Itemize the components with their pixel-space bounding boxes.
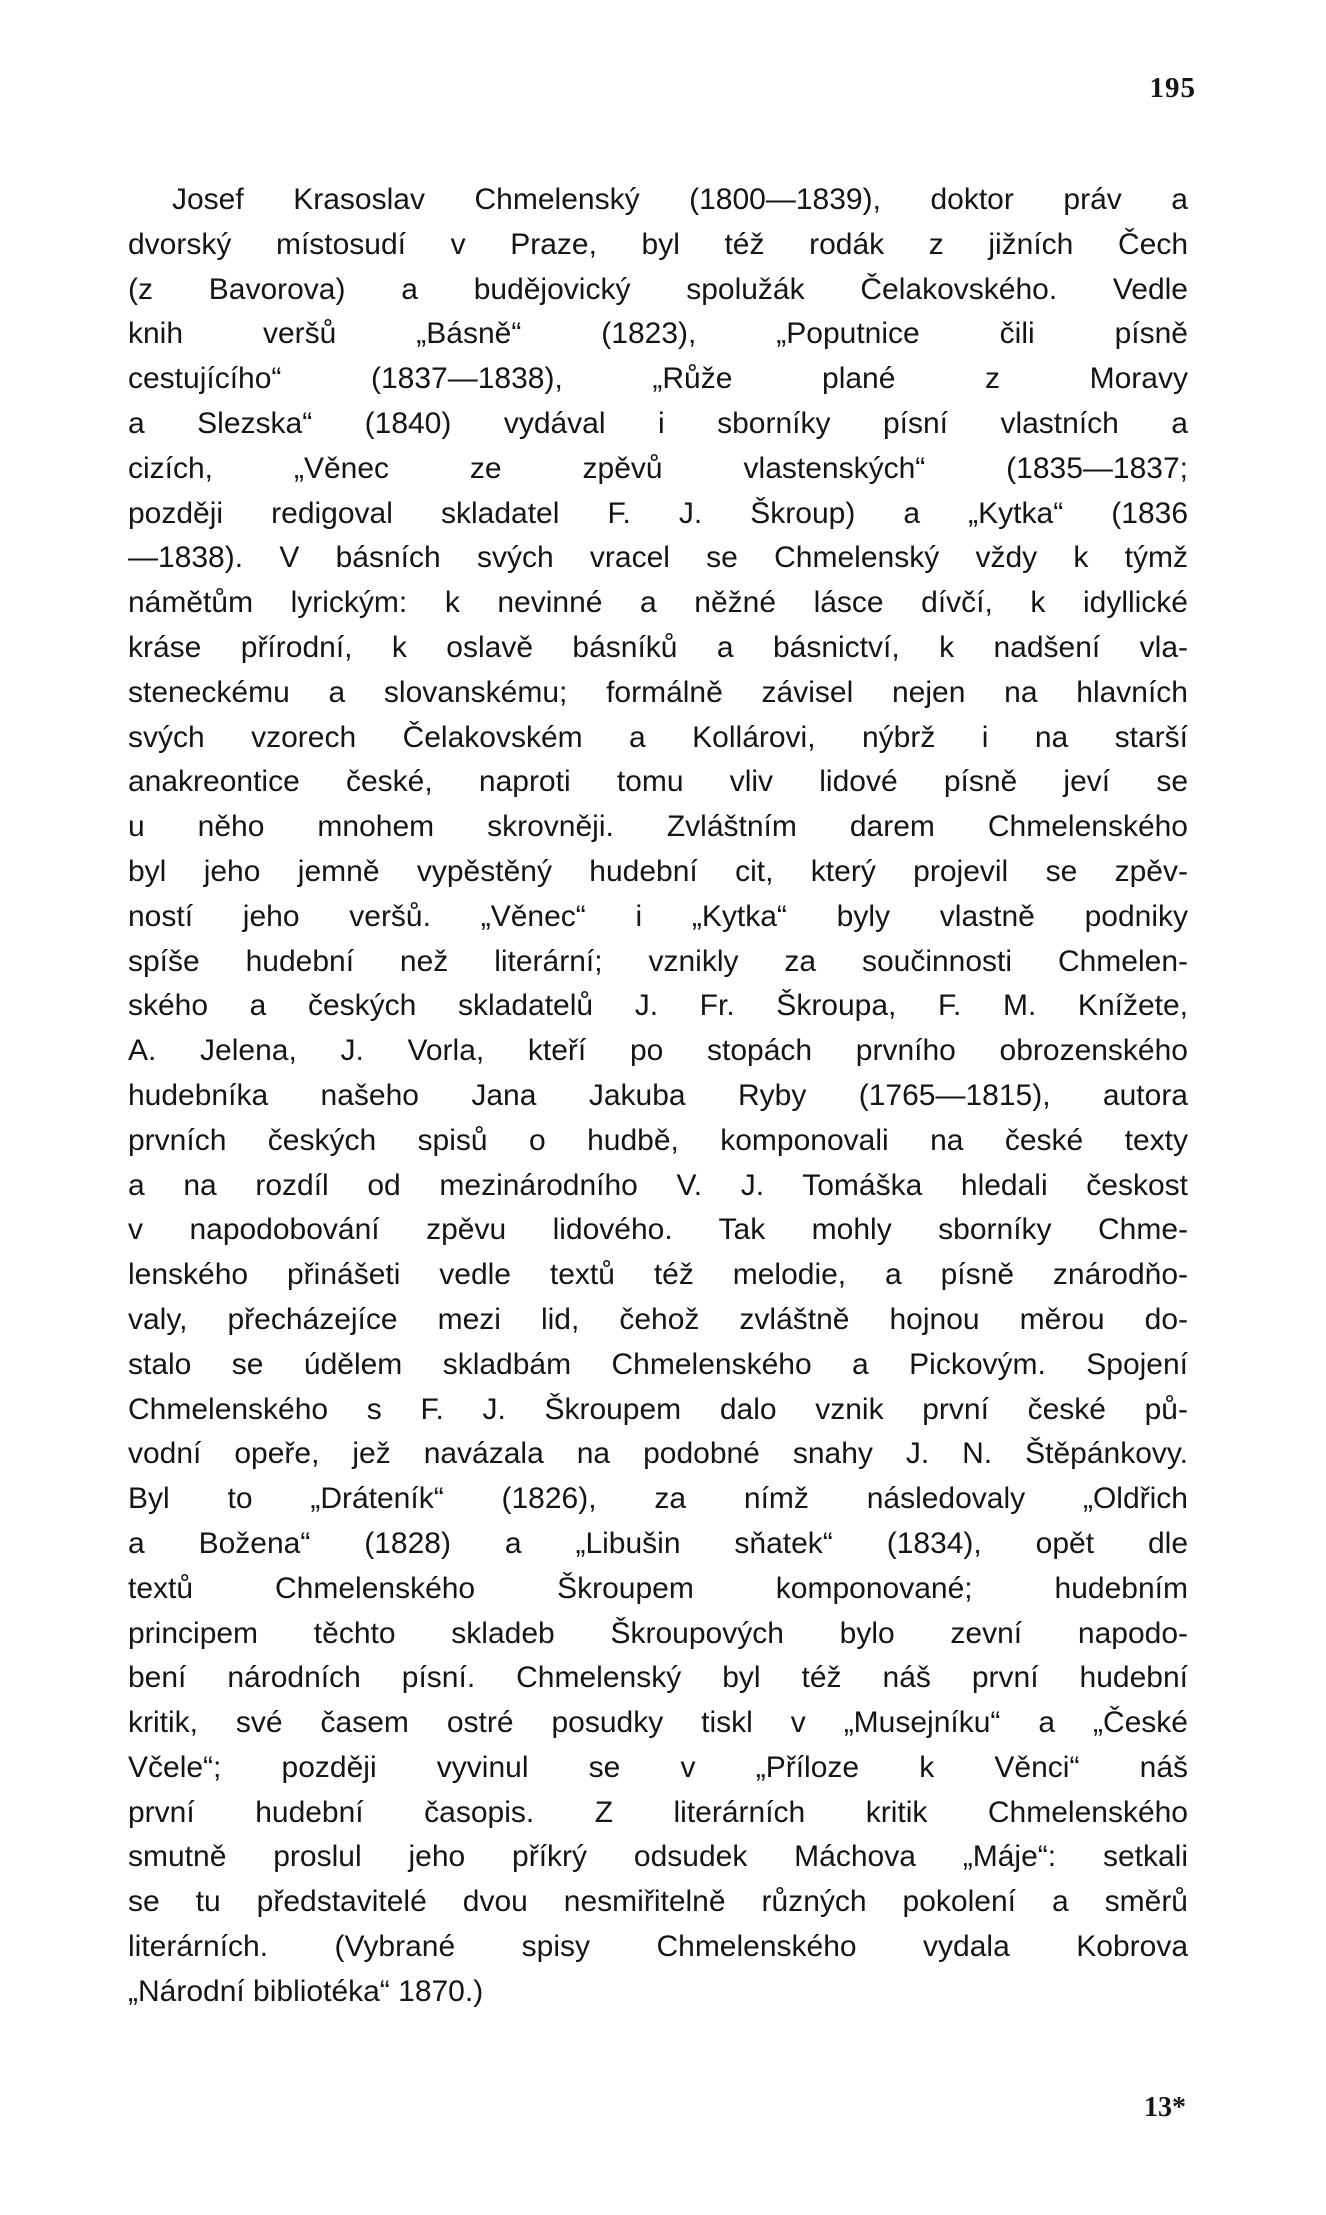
text-line: Včele“; později vyvinul se v „Příloze k Věnci“ náš <box>128 1750 1188 1784</box>
text-line: se tu představitelé dvou nesmiřitelně různých pokolení a směrů <box>128 1885 1188 1919</box>
body-paragraph <box>128 178 1188 2015</box>
text-line: valy, přecházejíce mezi lid, čehož zvláštně hojnou měrou do- <box>128 1302 1188 1336</box>
text-line: a Slezska“ (1840) vydával i sborníky písní vlastních a <box>128 406 1188 440</box>
text-line: kritik, své časem ostré posudky tiskl v „Musejníku“ a „České <box>128 1706 1188 1740</box>
page-number: 195 <box>1149 72 1196 104</box>
text-line: ností jeho veršů. „Věnec“ i „Kytka“ byly vlastně podniky <box>128 899 1188 933</box>
text-line: lenského přinášeti vedle textů též melodie, a písně znárodňo- <box>128 1258 1188 1292</box>
text-line: steneckému a slovanskému; formálně závisel nejen na hlavních <box>128 675 1188 709</box>
text-line: anakreontice české, naproti tomu vliv lidové písně jeví se <box>128 765 1188 799</box>
text-line: později redigoval skladatel F. J. Škroup) a „Kytka“ (1836 <box>128 496 1188 530</box>
text-line: knih veršů „Básně“ (1823), „Poputnice čili písně <box>128 317 1188 351</box>
text-line: cestujícího“ (1837—1838), „Růže plané z Moravy <box>128 362 1188 396</box>
text-line: svých vzorech Čelakovském a Kollárovi, nýbrž i na starší <box>128 720 1188 754</box>
text-line: u něho mnohem skrovněji. Zvláštním darem Chmelenského <box>128 810 1188 844</box>
text-line: —1838). V básních svých vracel se Chmelenský vždy k týmž <box>128 541 1188 575</box>
text-line: stalo se údělem skladbám Chmelenského a Pickovým. Spojení <box>128 1347 1188 1381</box>
text-line: spíše hudební než literární; vznikly za součinnosti Chmelen- <box>128 944 1188 978</box>
text-line: (z Bavorova) a budějovický spolužák Čelakovského. Vedle <box>128 272 1188 306</box>
text-line: literárních. (Vybrané spisy Chmelenského vydala Kobrova <box>128 1930 1188 1964</box>
text-line: byl jeho jemně vypěstěný hudební cit, který projevil se zpěv- <box>128 854 1188 888</box>
signature-mark: 13* <box>1144 2092 1186 2123</box>
text-line: hudebníka našeho Jana Jakuba Ryby (1765—1815), autora <box>128 1078 1188 1112</box>
text-line: Josef Krasoslav Chmelenský (1800—1839), doktor práv a <box>172 183 1188 216</box>
text-line: v napodobování zpěvu lidového. Tak mohly sborníky Chme- <box>128 1213 1188 1247</box>
text-line: kráse přírodní, k oslavě básníků a básnictví, k nadšení vla- <box>128 630 1188 664</box>
text-line: cizích, „Věnec ze zpěvů vlastenských“ (1835—1837; <box>128 451 1188 485</box>
text-line: A. Jelena, J. Vorla, kteří po stopách prvního obrozenského <box>128 1034 1188 1068</box>
text-line: „Národní bibliotéka“ 1870.) <box>128 1974 484 2008</box>
text-line: dvorský místosudí v Praze, byl též rodák z jižních Čech <box>128 227 1188 261</box>
text-line: ského a českých skladatelů J. Fr. Škroupa, F. M. Knížete, <box>128 989 1188 1023</box>
text-line: textů Chmelenského Škroupem komponované; hudebním <box>128 1571 1188 1605</box>
text-line: první hudební časopis. Z literárních kritik Chmelenského <box>128 1795 1188 1829</box>
text-line: a na rozdíl od mezinárodního V. J. Tomáška hledali českost <box>128 1168 1188 1202</box>
text-line: prvních českých spisů o hudbě, komponovali na české texty <box>128 1123 1188 1157</box>
text-line: Byl to „Dráteník“ (1826), za nímž následovaly „Oldřich <box>128 1482 1188 1516</box>
text-line: principem těchto skladeb Škroupových bylo zevní napodo- <box>128 1616 1188 1650</box>
text-line: vodní opeře, jež navázala na podobné snahy J. N. Štěpánkovy. <box>128 1437 1188 1471</box>
text-line: a Božena“ (1828) a „Libušin sňatek“ (1834), opět dle <box>128 1526 1188 1560</box>
text-line: námětům lyrickým: k nevinné a něžné lásce dívčí, k idyllické <box>128 586 1188 620</box>
text-line: smutně proslul jeho příkrý odsudek Máchova „Máje“: setkali <box>128 1840 1188 1874</box>
text-line: Chmelenského s F. J. Škroupem dalo vznik první české pů- <box>128 1392 1188 1426</box>
text-line: bení národních písní. Chmelenský byl též náš první hudební <box>128 1661 1188 1695</box>
